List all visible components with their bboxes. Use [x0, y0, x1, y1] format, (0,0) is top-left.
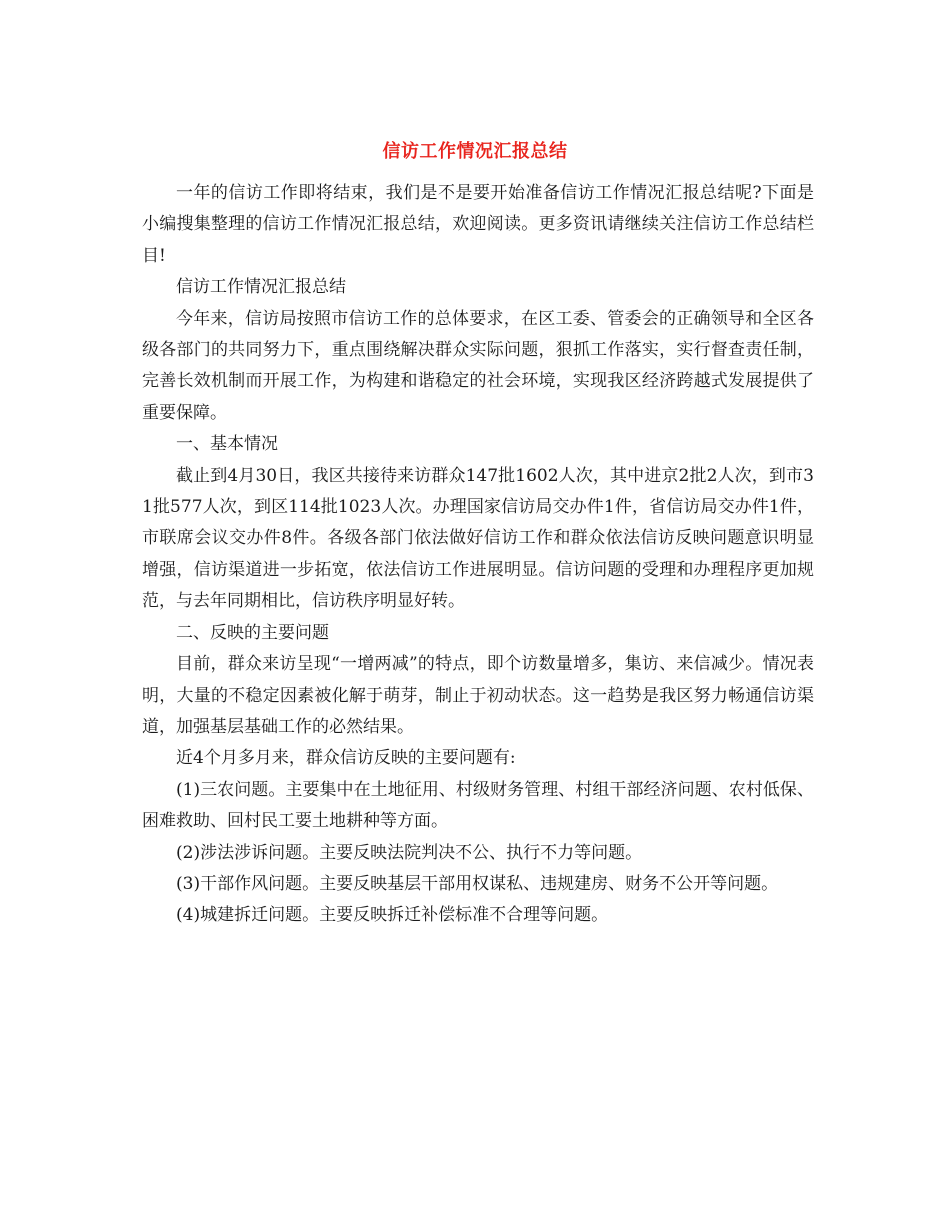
document-body: [142, 178, 814, 932]
paragraph-intro: 一年的信访工作即将结束，我们是不是要开始准备信访工作情况汇报总结呢?下面是小编搜集整理的信访工作情况汇报总结，欢迎阅读。更多资讯请继续关注信访工作总结栏目!: [142, 183, 814, 266]
paragraph-issues-intro: 近4个月多月来，群众信访反映的主要问题有:: [176, 748, 516, 769]
list-item-cadre: (3)干部作风问题。主要反映基层干部用权谋私、违规建房、财务不公开等问题。: [176, 873, 779, 894]
paragraph-overview: 今年来，信访局按照市信访工作的总体要求，在区工委、管委会的正确领导和全区各级各部门的共同努力下，重点围绕解决群众实际问题，狠抓工作落实，实行督查责任制，完善长效机制而开展工作，为构建和谐稳定的社会环境，实现我区经济跨越式发展提供了重要保障。: [142, 308, 814, 423]
list-item-rural: (1)三农问题。主要集中在土地征用、村级财务管理、村组干部经济问题、农村低保、困难救助、回村民工要土地耕种等方面。: [142, 779, 814, 832]
document-title: 信访工作情况汇报总结: [382, 141, 568, 162]
paragraph-current-trend: 目前，群众来访呈现“一增两减”的特点，即个访数量增多，集访、来信减少。情况表明，大量的不稳定因素被化解于萌芽，制止于初动状态。这一趋势是我区努力畅通信访渠道，加强基层基础工作的必然结果。: [142, 654, 814, 737]
list-item-demolition: (4)城建拆迁问题。主要反映拆迁补偿标准不合理等问题。: [176, 905, 609, 926]
paragraph-basic-situation: 截止到4月30日，我区共接待来访群众147批1602人次，其中进京2批2人次，到市31批577人次，到区114批1023人次。办理国家信访局交办件1件，省信访局交办件1件，市联席会议交办件8件。各级各部门依法做好信访工作和群众依法信访反映问题意识明显增强，信访渠道进一步拓宽，依法信访工作进展明显。信访问题的受理和办理程序更加规范，与去年同期相比，信访秩序明显好转。: [142, 465, 814, 612]
section-heading-issues: 二、反映的主要问题: [176, 622, 329, 643]
paragraph-subtitle: 信访工作情况汇报总结: [176, 277, 346, 298]
list-item-legal: (2)涉法涉诉问题。主要反映法院判决不公、执行不力等问题。: [176, 842, 643, 863]
section-heading-basic: 一、基本情况: [176, 434, 278, 455]
